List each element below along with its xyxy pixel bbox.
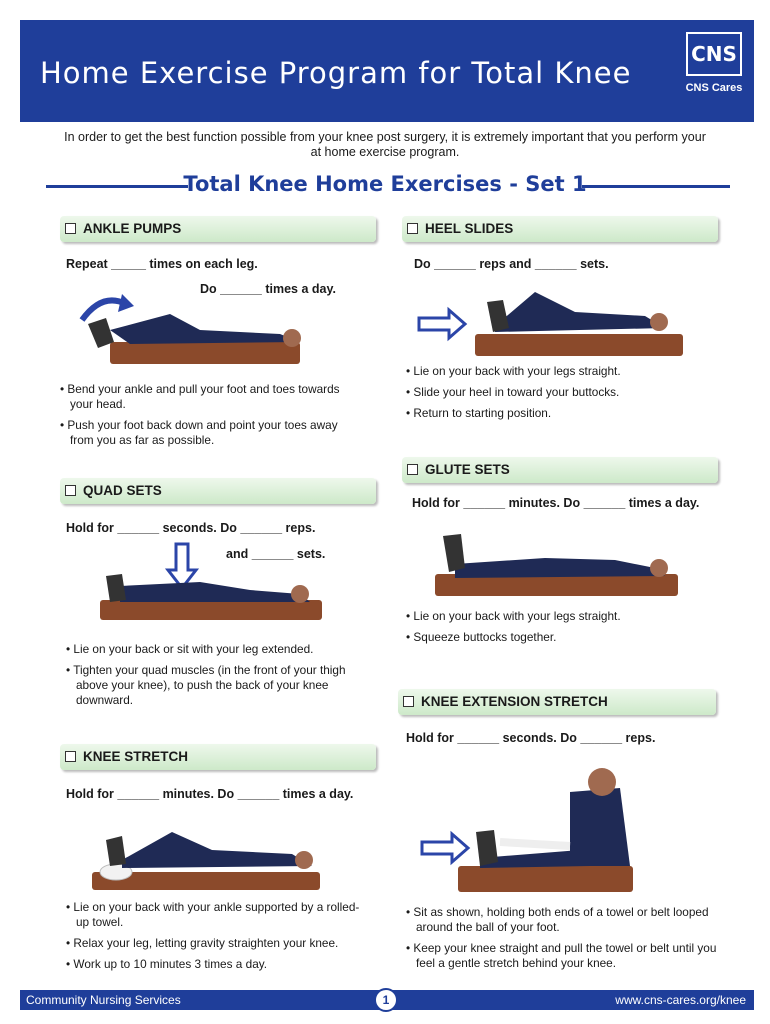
bullet-item: • Sit as shown, holding both ends of a towel or belt looped around the ball of your foot. <box>406 905 709 934</box>
bullet-item: • Slide your heel in toward your buttocks. <box>406 385 620 399</box>
set-title-text: Total Knee Home Exercises - Set 1 <box>183 172 587 196</box>
quad-sets-illustration <box>100 542 325 622</box>
logo-mark: CNS <box>686 32 742 76</box>
bullet-item: • Lie on your back with your legs straight. <box>406 609 621 623</box>
quad-sets-instructions <box>66 642 366 714</box>
section-header-glute-sets <box>402 457 718 483</box>
footer-url[interactable]: www.cns-cares.org/knee <box>615 993 746 1007</box>
bullet-item: • Lie on your back or sit with your leg extended. <box>66 642 314 656</box>
heel-slides-reps: Do ______ reps and ______ sets. <box>414 257 609 271</box>
bullet-item: • Lie on your back with your legs straight. <box>406 364 621 378</box>
bullet-item: • Keep your knee straight and pull the towel or belt until you feel a gentle stretch behind your knee. <box>406 941 717 970</box>
bullet-item: • Push your foot back down and point your toes away from you as far as possible. <box>60 418 338 447</box>
heel-slides-instructions <box>406 364 726 427</box>
section-header-quad-sets <box>60 478 376 504</box>
bullet-item: • Squeeze buttocks together. <box>406 630 557 644</box>
checkbox-icon[interactable] <box>407 464 418 475</box>
set-title <box>40 172 730 202</box>
quad-sets-hold: Hold for ______ seconds. Do ______ reps. <box>66 521 316 535</box>
page-footer <box>20 990 754 1010</box>
footer-organization: Community Nursing Services <box>26 993 181 1007</box>
glute-sets-hold: Hold for ______ minutes. Do ______ times a day. <box>412 496 700 510</box>
knee-extension-instructions <box>406 905 726 977</box>
knee-stretch-instructions <box>66 900 366 978</box>
page-header <box>20 20 754 122</box>
bullet-item: • Relax your leg, letting gravity straighten your knee. <box>66 936 339 950</box>
glute-sets-instructions <box>406 609 726 651</box>
bullet-item: • Return to starting position. <box>406 406 552 420</box>
bullet-item: • Tighten your quad muscles (in the front of your thigh above your knee), to push the back of your knee downward. <box>66 663 346 707</box>
page-title: Home Exercise Program for Total Knee <box>40 56 632 90</box>
intro-text: In order to get the best function possible from your knee post surgery, it is extremely important that you perform your at home exercise program. <box>64 130 706 159</box>
heel-slides-illustration <box>415 282 685 356</box>
knee-stretch-illustration <box>92 810 322 892</box>
glute-sets-illustration <box>435 528 680 598</box>
knee-stretch-hold: Hold for ______ minutes. Do ______ times a day. <box>66 787 354 801</box>
section-header-ankle-pumps <box>60 216 376 242</box>
section-title: ANKLE PUMPS <box>83 221 182 236</box>
ankle-pumps-reps: Repeat _____ times on each leg. <box>66 257 258 271</box>
checkbox-icon[interactable] <box>65 751 76 762</box>
checkbox-icon[interactable] <box>403 696 414 707</box>
section-header-knee-extension-stretch <box>398 689 716 715</box>
bullet-item: • Work up to 10 minutes 3 times a day. <box>66 957 268 971</box>
checkbox-icon[interactable] <box>65 223 76 234</box>
knee-extension-illustration <box>420 762 635 894</box>
ankle-pumps-illustration <box>70 290 310 375</box>
knee-extension-hold: Hold for ______ seconds. Do ______ reps. <box>406 731 656 745</box>
section-header-knee-stretch <box>60 744 376 770</box>
logo-caption: CNS Cares <box>685 82 743 94</box>
section-title: KNEE EXTENSION STRETCH <box>421 694 608 709</box>
ankle-pumps-instructions <box>60 382 360 454</box>
checkbox-icon[interactable] <box>407 223 418 234</box>
ankle-pumps-frequency: Do ______ times a day. <box>200 282 336 296</box>
section-title: KNEE STRETCH <box>83 749 189 764</box>
cns-logo <box>684 32 744 94</box>
section-title: QUAD SETS <box>83 483 162 498</box>
section-title: HEEL SLIDES <box>425 221 514 236</box>
bullet-item: • Lie on your back with your ankle supported by a rolled-up towel. <box>66 900 360 929</box>
page-number: 1 <box>374 988 398 1012</box>
section-header-heel-slides <box>402 216 718 242</box>
bullet-item: • Bend your ankle and pull your foot and toes towards your head. <box>60 382 340 411</box>
quad-sets-sets: and ______ sets. <box>226 547 326 561</box>
section-title: GLUTE SETS <box>425 462 510 477</box>
checkbox-icon[interactable] <box>65 485 76 496</box>
